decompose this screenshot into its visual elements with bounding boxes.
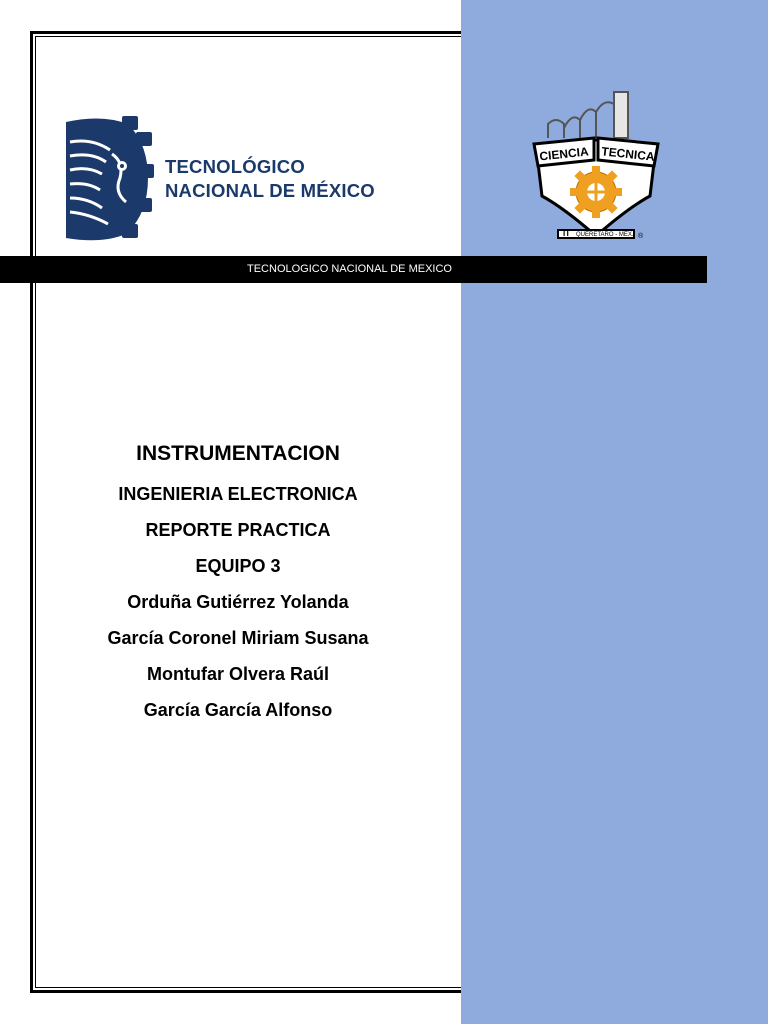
seal-it: IT	[563, 229, 571, 238]
band-text: TECNOLOGICO NACIONAL DE MEXICO	[247, 263, 452, 275]
institution-band	[0, 256, 707, 283]
tecnm-logo	[62, 114, 375, 244]
institution-name	[165, 155, 375, 203]
seal-word-right: TECNICA	[600, 144, 656, 164]
gear-icon	[570, 166, 622, 218]
seal-footer: QUERETARO - MEX.	[576, 232, 634, 238]
institution-line1: TECNOLÓGICO	[165, 156, 305, 177]
team-member: García Coronel Miriam Susana	[107, 628, 369, 648]
team-member: Montufar Olvera Raúl	[146, 664, 330, 684]
seal-mark: ®	[638, 233, 644, 240]
course-title: INSTRUMENTACION	[136, 442, 340, 465]
team-member: Orduña Gutiérrez Yolanda	[127, 592, 349, 612]
program-name: INGENIERIA ELECTRONICA	[118, 484, 358, 504]
cover-titles	[40, 438, 436, 728]
eagle-gear-emblem-icon	[62, 114, 154, 244]
team-member: García García Alfonso	[143, 700, 333, 720]
institution-line2: NACIONAL DE MÉXICO	[165, 180, 375, 201]
team-label: EQUIPO 3	[195, 556, 281, 576]
document-type: REPORTE PRACTICA	[145, 520, 331, 540]
itq-seal-icon	[528, 88, 664, 240]
seal-word-left: CIENCIA	[538, 144, 590, 164]
